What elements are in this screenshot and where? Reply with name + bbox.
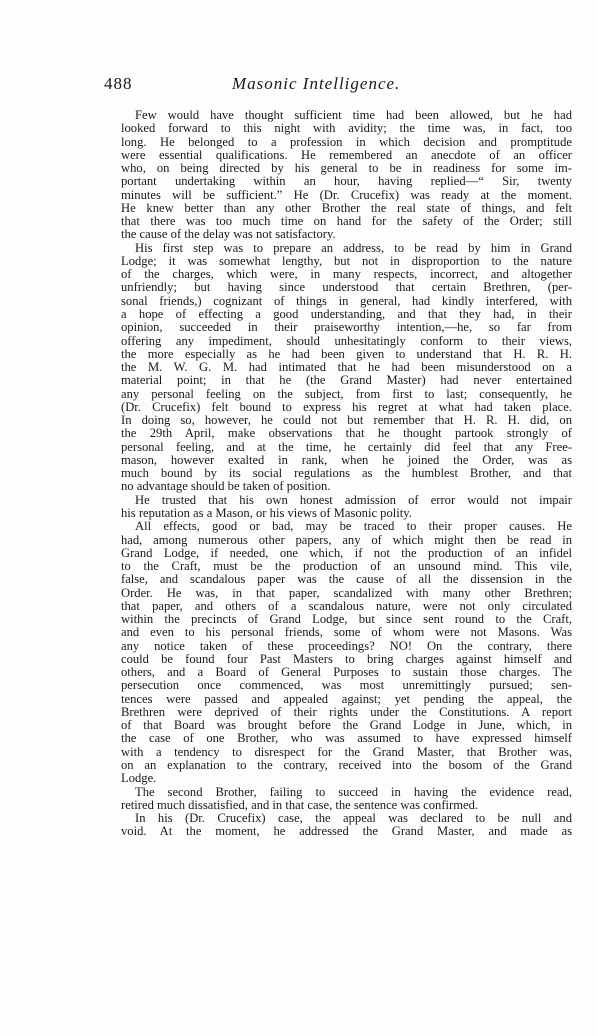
text-line: the M. W. G. M. had intimated that he had been misunderstood on a [121,360,572,375]
text-line: any notice taken of these proceedings? NO! On the contrary, there [121,638,572,653]
text-line: Lodge. [121,771,157,786]
text-line: His first step was to prepare an address, to be read by him in Grand [135,240,572,255]
paragraph [107,520,572,785]
running-head: Masonic Intelligence. [232,74,401,93]
text-line: the cause of the delay was not satisfactory. [121,227,336,242]
text-line: minutes will be sufficient.” He (Dr. Crucefix) was ready at the moment. [121,187,572,202]
text-line: (Dr. Crucefix) felt bound to express his regret at what had taken place. [121,399,572,414]
text-line: He knew better than any other Brother the real state of things, and felt [121,200,572,215]
text-line: Grand Lodge, if needed, one which, if not the production of an infidel [121,545,572,560]
text-line: sonal friends,) cognizant of things in general, had kindly interfered, with [121,293,572,308]
text-line: on an explanation to the contrary, received into the bosom of the Grand [121,758,572,773]
text-line: retired much dissatisfied, and in that case, the sentence was confirmed. [121,797,479,812]
text-line: a hope of effecting a good understanding, and that they had, in their [121,306,572,321]
page-header [104,74,474,96]
text-line: All effects, good or bad, may be traced to their proper causes. He [135,519,572,534]
text-line: Order. He was, in that paper, scandalized with many other Brethren; [121,585,572,600]
text-line: He trusted that his own honest admission of error would not impair [135,492,572,507]
text-line: with a tendency to disrespect for the Grand Master, that Brother was, [121,744,572,759]
text-line: In his (Dr. Crucefix) case, the appeal was declared to be null and [135,811,572,826]
text-line: his reputation as a Mason, or his views of Masonic polity. [121,505,412,520]
paragraph [107,812,572,839]
text-line: Lodge; it was somewhat lengthy, but not in disproportion to the nature [121,253,572,268]
paragraph [107,494,572,521]
text-line: persecution once commenced, was most unremittingly pursued; sen- [121,678,572,693]
text-line: the more especially as he had been given to understand that H. R. H. [121,346,572,361]
text-line: Few would have thought sufficient time had been allowed, but he had [135,108,572,122]
text-line: In doing so, however, he could not but remember that H. R. H. did, on [121,413,572,428]
text-line: to the Craft, must be the production of an unsound mind. This vile, [121,559,572,574]
text-line: unfriendly; but having since understood that certain Brethren, (per- [121,280,572,295]
text-line: false, and scandalous paper was the cause of all the dissension in the [121,572,572,587]
text-line: of that Board was brought before the Grand Lodge in June, which, in [121,718,572,733]
text-line: any personal feeling on the subject, from first to last; consequently, he [121,386,572,401]
text-line: no advantage should be taken of position. [121,479,331,494]
text-line: mason, however exalted in rank, when he joined the Order, was as [121,452,572,467]
text-line: void. At the moment, he addressed the Grand Master, and made as [121,824,572,839]
text-line: portant undertaking within an hour, having replied—“ Sir, twenty [121,174,572,189]
text-line: the case of one Brother, who was assumed to have expressed himself [121,731,572,746]
text-line: and even to his personal friends, some of whom were not Masons. Was [121,625,572,640]
text-line: material point; in that he (the Grand Master) had never entertained [121,373,572,388]
text-line: within the precincts of Grand Lodge, but since sent round to the Craft, [121,612,572,627]
text-line: the 29th April, make observations that he thought partook strongly of [121,426,572,441]
text-line: that there was too much time on hand for the safety of the Order; still [121,214,572,229]
text-line: who, on being directed by his general to be in readiness for some im- [121,161,572,176]
text-line: others, and a Board of General Purposes to sustain those charges. The [121,665,572,680]
paragraph [107,242,572,494]
text-line: could be found four Past Masters to bring charges against himself and [121,651,572,666]
article-body [107,109,572,839]
text-line: looked forward to this night with avidity; the time was, in fact, too [121,121,572,136]
text-line: were essential qualifications. He remembered an anecdote of an officer [121,147,572,162]
text-line: personal feeling, and at the time, he certainly did feel that any Free- [121,439,572,454]
text-line: of the charges, which were, in many respects, incorrect, and altogether [121,267,572,282]
text-line: Brethren were deprived of their rights under the Constitutions. A report [121,704,572,719]
text-line: tences were passed and appealed against; yet pending the appeal, the [121,691,572,706]
text-line: that paper, and others of a scandalous nature, were not only circulated [121,598,572,613]
page-number: 488 [104,74,133,93]
text-line: offering any impediment, should unhesitatingly conform to their views, [121,333,572,348]
paragraph [107,786,572,813]
paragraph [107,109,572,242]
text-line: long. He belonged to a profession in which decision and promptitude [121,134,572,149]
text-line: much bound by its social regulations as the humblest Brother, and that [121,466,572,481]
text-line: The second Brother, failing to succeed in having the evidence read, [135,784,572,799]
text-line: had, among numerous other papers, any of which might then be read in [121,532,572,547]
text-line: opinion, succeeded in their praiseworthy intention,—he, so far from [121,320,572,335]
